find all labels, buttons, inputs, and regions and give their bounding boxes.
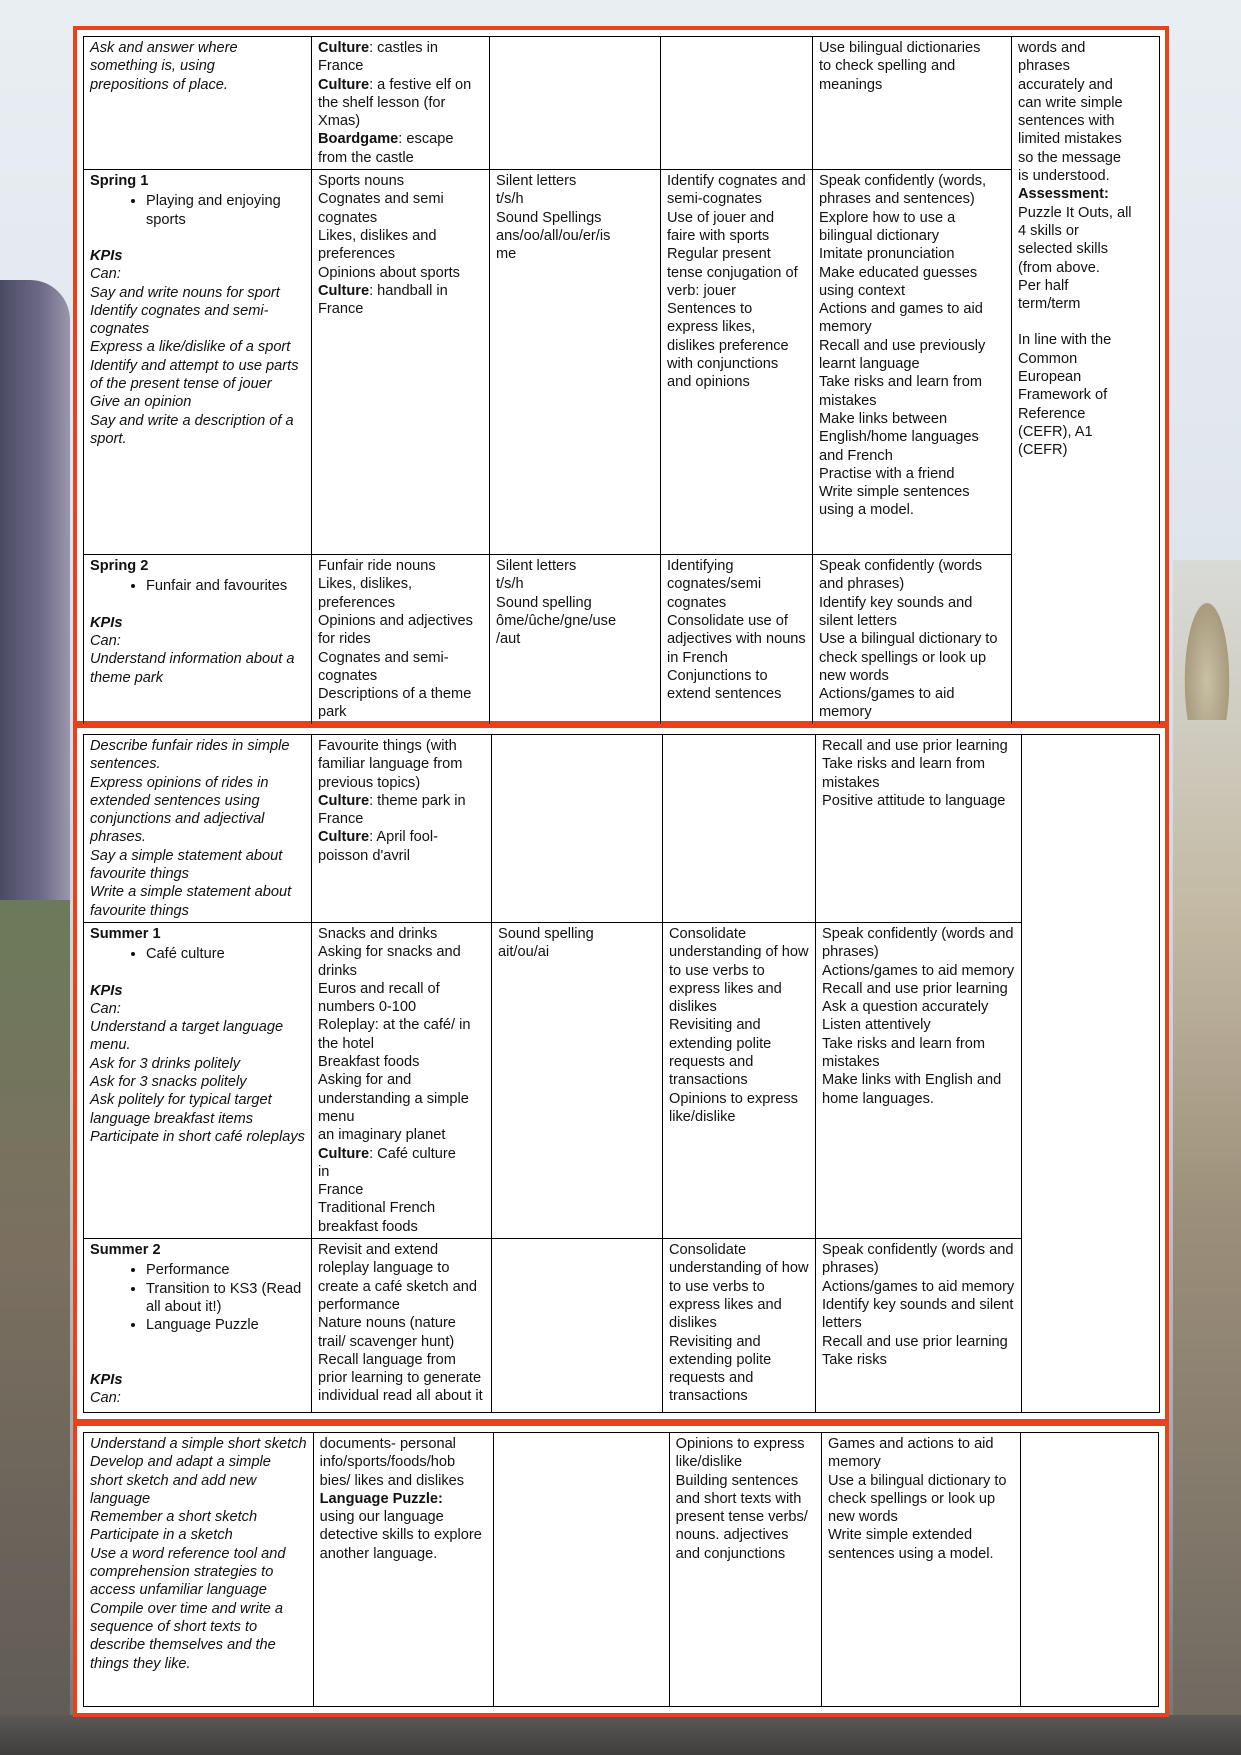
content-cell: Favourite things (with familiar language from previous topics) Culture: theme park in France Culture: April fool- poisson d'avril — [312, 735, 492, 923]
kpi-cell: Spring 2 • Funfair and favourites KPIs Can: Understand information about a theme park — [84, 555, 312, 725]
skills-cell: Speak confidently (words, phrases and sentences) Explore how to use a bilingual dictionary Imitate pronunciation Make educated guesses using context Actions and games to aid memory Recall and use previously learnt language Take risks and learn from mistakes Make links between English/home languages and French Practise with a friend Write simple sentences using a model. — [813, 170, 1012, 555]
table-row — [84, 555, 1160, 725]
skills-cell: Games and actions to aid memory Use a bilingual dictionary to check spellings or look up new words Write simple extended sentences using a model. — [822, 1433, 1021, 1707]
kpi-cell: Understand a simple short sketch Develop and adapt a simple short sketch and add new language Remember a short sketch Participate in a sketch Use a word reference tool and comprehension strategies to access unfamiliar language Compile over time and write a sequence of short texts to describe themselves and the things they like. — [84, 1433, 314, 1707]
background-dome-left — [0, 280, 70, 900]
content-cell: Culture: castles in France Culture: a festive elf on the shelf lesson (for Xmas) Boardgame: escape from the castle — [312, 37, 490, 170]
assessment-cell — [1022, 735, 1160, 1413]
skills-cell: Recall and use prior learning Take risks and learn from mistakes Positive attitude to language — [816, 735, 1022, 923]
skills-cell: Speak confidently (words and phrases) Actions/games to aid memory Recall and use prior learning Ask a question accurately Listen attentively Take risks and learn from mistakes Make links with English and home languages. — [816, 922, 1022, 1238]
phonics-cell: Sound spelling ait/ou/ai — [492, 922, 663, 1238]
phonics-cell — [492, 735, 663, 923]
grammar-cell: Consolidate understanding of how to use verbs to express likes and dislikes Revisiting and extending polite requests and transactions — [663, 1239, 816, 1413]
term-title: Spring 2 — [90, 558, 149, 575]
skills-cell: Speak confidently (words and phrases) Actions/games to aid memory Identify key sounds and silent letters Recall and use prior learning Take risks — [816, 1239, 1022, 1413]
background-trees-left — [0, 900, 70, 1755]
grammar-cell — [661, 37, 813, 170]
table-row — [84, 37, 1160, 170]
skills-cell: Speak confidently (words and phrases) Identify key sounds and silent letters Use a bilingual dictionary to check spellings or look up new words Actions/games to aid memory — [813, 555, 1012, 725]
curriculum-panel-2 — [73, 724, 1169, 1423]
kpi-cell: Describe funfair rides in simple sentences. Express opinions of rides in extended sentences using conjunctions and adjectival phrases. Say a simple statement about favourite things Write a simple statement about favourite things — [84, 735, 312, 923]
grammar-cell: Opinions to express like/dislike Building sentences and short texts with present tense verbs/ nouns. adjectives and conjunctions — [669, 1433, 821, 1707]
grammar-cell: Identify cognates and semi-cognates Use of jouer and faire with sports Regular present tense conjugation of verb: jouer Sentences to express likes, dislikes preference with conjunctions and opinions — [661, 170, 813, 555]
content-cell: Sports nouns Cognates and semi cognates Likes, dislikes and preferences Opinions about sports Culture: handball in France — [312, 170, 490, 555]
kpi-cell: Summer 1 • Café culture KPIs Can: Understand a target language menu. Ask for 3 drinks politely Ask for 3 snacks politely Ask politely for typical target language breakfast items Participate in short café roleplays — [84, 922, 312, 1238]
curriculum-table-1 — [83, 36, 1160, 725]
assessment-cell — [1020, 1433, 1158, 1707]
table-row — [84, 922, 1160, 1238]
curriculum-panel-3 — [73, 1422, 1169, 1717]
grammar-cell — [663, 735, 816, 923]
term-title: Summer 2 — [90, 1242, 161, 1259]
phonics-cell: Silent letters t/s/h Sound spelling ôme/ûche/gne/use /aut — [490, 555, 661, 725]
table-row — [84, 735, 1160, 923]
assessment-label: Assessment: — [1018, 186, 1109, 203]
phonics-cell — [494, 1433, 669, 1707]
curriculum-panel-1 — [73, 26, 1169, 725]
curriculum-table-3 — [83, 1432, 1159, 1707]
table-row — [84, 1433, 1159, 1707]
grammar-cell: Identifying cognates/semi cognates Consolidate use of adjectives with nouns in French Conjunctions to extend sentences — [661, 555, 813, 725]
kpi-cell: Spring 1 • Playing and enjoying sports KPIs Can: Say and write nouns for sport Identify cognates and semi-cognates Express a like/dislike of a sport Identify and attempt to use parts of the present tense of jouer Give an opinion Say and write a description of a sport. — [84, 170, 312, 555]
content-cell: Snacks and drinks Asking for snacks and drinks Euros and recall of numbers 0-100 Roleplay: at the café/ in the hotel Breakfast foods Asking for and understanding a simple menu an imaginary planet Culture: Café culture in France Traditional French breakfast foods — [312, 922, 492, 1238]
kpi-cell: Ask and answer where something is, using prepositions of place. — [84, 37, 312, 170]
content-cell: documents- personal info/sports/foods/hob bies/ likes and dislikes Language Puzzle: using our language detective skills to explore another language. — [313, 1433, 494, 1707]
phonics-cell — [490, 37, 661, 170]
term-title: Spring 1 — [90, 173, 149, 190]
table-row — [84, 170, 1160, 555]
background-buildings-right — [1173, 560, 1241, 1755]
background-dome-right — [1181, 590, 1233, 720]
assessment-cell: words and phrases accurately and can write simple sentences with limited mistakes so the message is understood. Assessment: Puzzle It Outs, all 4 skills or selected skills (from above. Per half term/term In line with the Common European Framework of Reference (CEFR), A1 (CEFR) — [1012, 37, 1160, 725]
grammar-cell: Consolidate understanding of how to use verbs to express likes and dislikes Revisiting and extending polite requests and transactions Opinions to express like/dislike — [663, 922, 816, 1238]
skills-cell: Use bilingual dictionaries to check spelling and meanings — [813, 37, 1012, 170]
kpi-cell: Summer 2 • Performance • Transition to KS3 (Read all about it!) • Language Puzzle KPIs Can: — [84, 1239, 312, 1413]
phonics-cell: Silent letters t/s/h Sound Spellings ans/oo/all/ou/er/is me — [490, 170, 661, 555]
content-cell: Revisit and extend roleplay language to create a café sketch and performance Nature nouns (nature trail/ scavenger hunt) Recall language from prior learning to generate individual read all about it — [312, 1239, 492, 1413]
background-street — [0, 1715, 1241, 1755]
phonics-cell — [492, 1239, 663, 1413]
table-row — [84, 1239, 1160, 1413]
term-title: Summer 1 — [90, 925, 161, 942]
curriculum-table-2 — [83, 734, 1160, 1413]
content-cell: Funfair ride nouns Likes, dislikes, preferences Opinions and adjectives for rides Cognates and semi-cognates Descriptions of a theme park — [312, 555, 490, 725]
